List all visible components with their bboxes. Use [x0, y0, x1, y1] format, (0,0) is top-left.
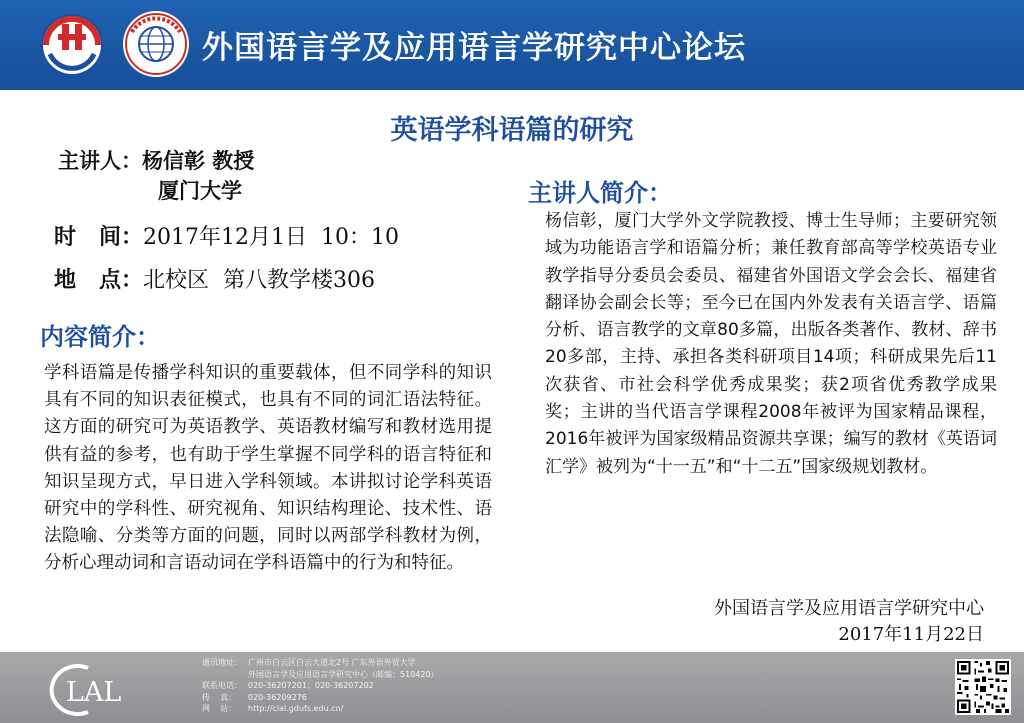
- time-value: 2017年12月1日 10：10: [142, 225, 399, 250]
- qr-code: [955, 659, 1011, 715]
- time-row: [54, 220, 399, 251]
- header-banner: [0, 0, 1024, 90]
- research-institute-logo: [32, 12, 112, 78]
- footer-address-row-2: 外国语言学及应用语言学研究中心（邮编：510420）: [248, 669, 439, 679]
- bio-heading: 主讲人简介：: [528, 179, 672, 207]
- poster-title: 英语学科语篇的研究: [390, 115, 634, 146]
- content-text: 学科语篇是传播学科知识的重要载体，但不同学科的知识具有不同的知识表征模式，也具有不同的词汇语法特征。这方面的研究可为英语教学、英语教材编写和教材选用提供有益的参考，也有助于学生掌握不同学科的语言特征和知识呈现方式，早日进入学科领域。本讲拟讨论学科英语研究中的学科性、研究视角、知识结构理论、技术性、语法隐喻、分类等方面的问题，同时以两部学科教材为例，分析心理动词和言语动词在学科语篇中的行为和特征。: [44, 363, 492, 574]
- website-link[interactable]: http://clal.gdufs.edu.cn/: [248, 704, 344, 713]
- footer-address-row: 通讯地址： 广州市白云区白云大道北2号 广东外语外贸大学: [202, 658, 416, 667]
- footer-fax-row: 传 真： 020-36209276: [202, 692, 307, 702]
- banner-title: 外国语言学及应用语言学研究中心论坛: [202, 30, 746, 66]
- footer-website-row[interactable]: 网 站： http://clal.gdufs.edu.cn/: [202, 704, 344, 713]
- speaker-affiliation: 厦门大学: [158, 179, 242, 203]
- place-value: 北校区 第八教学楼306: [142, 268, 375, 293]
- place-label: 地 点：: [54, 268, 143, 293]
- lal-logo: [44, 662, 136, 718]
- footer-contact: [202, 657, 439, 715]
- time-label: 时 间：: [54, 225, 143, 250]
- footer-phone-row: 联系电话： 020-36207201；020-36207202: [202, 681, 374, 690]
- speaker-name: 杨信彰 教授: [142, 149, 255, 173]
- lal-logo-text: LAL: [66, 677, 122, 708]
- footer-bar: [0, 652, 1024, 723]
- place-row: [54, 263, 375, 294]
- speaker-block: [58, 146, 254, 206]
- signature-block: [714, 596, 984, 648]
- content-heading: 内容简介：: [40, 323, 160, 351]
- organizer-name: 外国语言学及应用语言学研究中心: [714, 598, 984, 619]
- university-seal-logo: [122, 10, 190, 78]
- speaker-label: 主讲人：: [58, 149, 142, 173]
- notice-date: 2017年11月22日: [838, 624, 984, 645]
- bio-text: 杨信彰，厦门大学外文学院教授、博士生导师；主要研究领域为功能语言学和语篇分析；兼任教育部高等学校英语专业教学指导分委员会委员、福建省外国语文学会会长、福建省翻译协会副会长等；至今已在国内外发表有关语言学、语篇分析、语言教学的文章80多篇，出版各类著作、教材、辞书20多部，主持、承担各类科研项目14项；科研成果先后11次获省、市社会科学优秀成果奖；获2项省优秀教学成果奖；主讲的当代语言学课程2008年被评为国家精品课程，2016年被评为国家级精品资源共享课；编写的教材《英语词汇学》被列为“十一五”和“十二五”国家级规划教材。: [545, 211, 997, 477]
